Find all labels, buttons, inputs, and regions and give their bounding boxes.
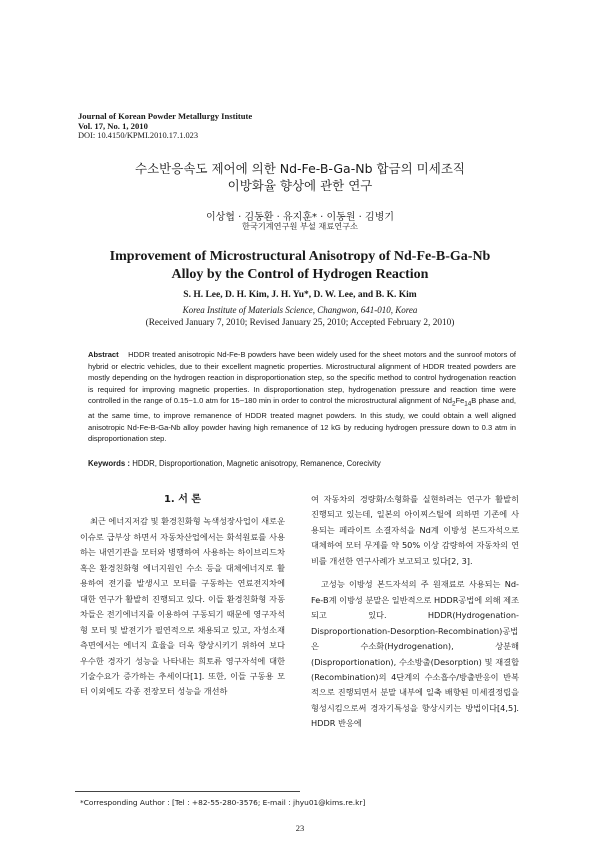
korean-affiliation: 한국기계연구원 부설 재료연구소: [242, 221, 358, 231]
journal-header: [78, 111, 252, 141]
english-title-line2: Alloy by the Control of Hydrogen Reaction: [171, 267, 429, 282]
abstract-text-part2: B phase and, at the same time, to improve remanence of HDDR treated magnet powders. In this study, we could obtain a well aligned anisotropic Nd-Fe-B-Ga-Nb alloy powder having high remanence of 12 kG by reducing hydrogen pressure down to 0.3 atm in disproportionation step.: [88, 396, 516, 443]
abstract: [88, 349, 516, 445]
right-paragraph-1: 여 자동차의 경량화/소형화를 실현하려는 연구가 활발히 진행되고 있는데, 일본의 아이찌스틸에 의하면 기존에 사용되는 페라이트 소결자석을 Nd계 이방성 본드자석으로 대체하여 모터 무게를 약 50% 이상 감량하여 자동차의 연비를 개선한 연구사례가 보고되고 있다[2, 3].: [311, 494, 519, 566]
abstract-label: Abstract: [88, 350, 119, 359]
journal-volume: Vol. 17, No. 1, 2010: [78, 121, 148, 131]
english-title: [0, 248, 600, 284]
abstract-text-part1: HDDR treated anisotropic Nd-Fe-B powders have been widely used for the sheet motors and the sunroof motors of hybrid or electric vehicles, due to their excellent magnetic properties. Microstructural alignment of HDDR treated powders are mostly depending on the hydrogen reaction in disproportionation step, so the specific method to control hydrogenation reaction is required for improving magnetic properties. In disproportionation step, hydrogenation pressure and reaction time were controlled in the range of 0.15~1.0 atm for 15~180 min in order to control the microstructural alignment of Nd: [88, 350, 516, 405]
journal-doi: DOI: 10.4150/KPMI.2010.17.1.023: [78, 131, 199, 140]
korean-title: [0, 160, 600, 194]
received-dates: (Received January 7, 2010; Revised January 25, 2010; Accepted February 2, 2010): [145, 318, 455, 328]
keywords-label: Keywords :: [88, 459, 131, 468]
keywords-text: HDDR, Disproportionation, Magnetic anisotropy, Remanence, Corecivity: [132, 459, 381, 468]
keywords: [88, 459, 516, 468]
korean-title-line1: 수소반응속도 제어에 의한 Nd-Fe-B-Ga-Nb 합금의 미세조직: [135, 161, 465, 176]
journal-name: Journal of Korean Powder Metallurgy Institute: [78, 111, 253, 121]
korean-authors: 이상협 · 김동환 · 유지훈* · 이동원 · 김병기: [205, 212, 395, 223]
left-paragraph: 최근 에너지저감 및 환경친화형 녹색성장사업이 새로운 이슈로 급부상 하면서 자동차산업에서는 화석원료를 사용하는 내연기관을 모터와 병행하여 사용하는 하이브리드차 혹은 환경친화형 에너지원인 수소 등을 대체에너지로 활용하여 전기를 발생시고 모터를 구동하는 연료전지차에 대한 연구가 활발히 진행되고 있다. 이들 환경친화형 자동차들은 전기에너지를 이용하여 구동되기 때문에 영구자석형 모터 및 발전기가 필연적으로 채용되고 있고, 자성소재 측면에서는 에너지 효율을 더욱 향상시키기 위하여 보다 우수한 경자기 성능을 나타내는 희토류 영구자석에 대한 기술수요가 증가하는 추세이다[1]. 또한, 이들 구동용 모터 이외에도 각종 전장모터 성능을 개선하: [80, 516, 285, 697]
english-affiliation: Korea Institute of Materials Science, Changwon, 641-010, Korea: [182, 305, 418, 315]
abstract-subscript-2: 14: [464, 400, 472, 408]
abstract-text-mid: Fe: [455, 396, 465, 405]
english-authors: S. H. Lee, D. H. Kim, J. H. Yu*, D. W. Lee, and B. K. Kim: [183, 290, 417, 300]
right-paragraph-2: 고성능 이방성 본드자석의 주 원재료로 사용되는 Nd-Fe-B계 이방성 분말은 일반적으로 HDDR공법에 의해 제조되고 있다. HDDR(Hydrogenation-Disproportionation-Desorption-Recombination)공법은 수소화(Hydrogenation), 상분해(Disproportionation), 수소방출(Desorption) 및 재결합(Recombination)의 4단계의 수소흡수/방출반응이 반복적으로 진행되면서 분말 내부에 일축 배향된 미세결정립을 형성시킴으로써 경자기특성을 향상시키는 방법이다[4,5]. HDDR 반응에: [311, 579, 519, 729]
page-number: 23: [295, 823, 305, 833]
footnote: *Corresponding Author : [Tel : +82-55-280-3576; E-mail : jhyu01@kims.re.kr]: [80, 798, 366, 807]
section-title: 1. 서 론: [163, 494, 202, 505]
korean-title-line2: 이방화율 향상에 관한 연구: [227, 178, 373, 193]
body-right-column: [311, 492, 519, 732]
body-left-column: [80, 492, 285, 700]
footnote-divider: [75, 791, 300, 792]
english-title-line1: Improvement of Microstructural Anisotropy of Nd-Fe-B-Ga-Nb: [109, 249, 491, 264]
abstract-subscript-1: 2: [451, 400, 456, 408]
